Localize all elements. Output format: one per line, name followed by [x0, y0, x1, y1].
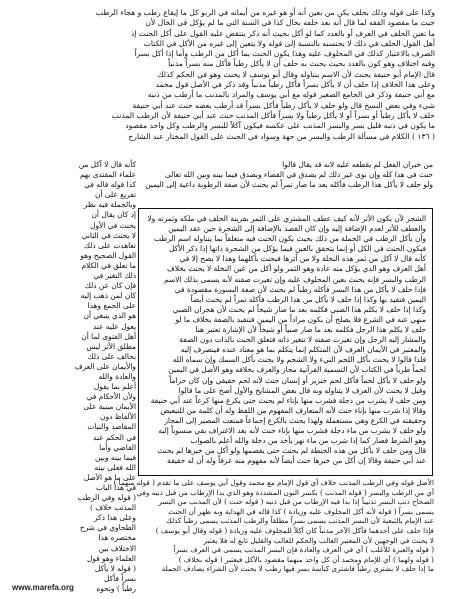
footer-url: www.marefa.org — [12, 583, 74, 592]
margin-line: يعول عليه عند — [92, 321, 136, 331]
margin-line: كذا قوله قاله في — [84, 180, 136, 190]
margin-line: كأنه قال لا آكل من — [78, 160, 136, 169]
text-line: وقالا إذا شرب منها بإناء حنث لأنه المتعارف المفهوم من اللفظ وله أن كلمة من للتبعيض — [160, 405, 426, 415]
text-line: منهي عنه في الشرع فلا يصلح أن يكون مراداً من اليمين فتتقيد بالصفة بخلاف ما لو — [175, 314, 426, 324]
margin-line: رطباً ) ونحوه — [96, 583, 136, 593]
text-line: والمشار إليه الرجل وإن تغيرت صفته لا تتغير ذاته فتعلق الحنث بالذات دون الصفة — [179, 335, 426, 345]
margin-line: الطحاوي في شرح — [79, 523, 136, 533]
text-line: وكذا إذا حلف لا يكلم هذا الصبي فكلمه بعد ما صار شيخاً لم يحنث لأن هجران الصبي — [172, 304, 426, 314]
footnote-line: أي من الرطب والبسر ( قوله المذنب ) بكسر النون المشددة وهو الذي بدا الإرطاب من قبل ذنبه وفي — [136, 487, 434, 497]
footnote-line: فإذا حلف على أحدهما فأكل الآخر مذنباً كان آكلاً للمحلوف عليه وزيادة ( قوله وقال أبو يوسف ) — [155, 525, 434, 535]
text-line: قال الإمام أبو حنيفة يحنث لأن الاسم يتناوله وقال أبو يوسف لا يحنث وهو في الحكم كذلك — [157, 69, 435, 79]
text-line: ما يكون في ذنبه قليل بسر والبسر المذنب على عكسه فيكون آكلاً للبسر والرطب وكل واحد مقصود — [125, 121, 435, 131]
margin-line: إذ كان يقال أن — [91, 210, 136, 220]
boxed-main-text — [138, 208, 433, 476]
margin-line: مختصره هذا — [98, 533, 136, 543]
text-line: اليمين فتقيد بها وكذا إذا حلف لا يأكل من هذا الرطب فأكله تمراً لم يحنث أيضاً — [190, 294, 426, 304]
margin-line: في هذا الباب — [96, 483, 136, 492]
margin-line: تعاهدت على ذلك — [83, 240, 136, 250]
footnote-line: ( قوله والعبرة للأغلب ) أي في العرف والعادة فإن البسر المذنب يسمى في العرف بسراً — [173, 545, 434, 555]
margin-line: والأيمان على العرف — [74, 361, 136, 371]
margin-line: على الجمع وهذا — [87, 301, 136, 311]
text-line: وحقيقته في الكرع وهي مستعملة ولهذا يحنث بالكرع إجماعاً فمنعت المصير إلى المجاز — [164, 415, 426, 425]
text-line: وهو الشرط فصار كما إذا شرب من ماء نهر يأخذ من دجلة والله أعلم بالصواب — [190, 436, 426, 446]
margin-line: لا يحنث في الثاني — [81, 230, 136, 240]
margin-line: المقاصد والنيات — [87, 422, 136, 432]
text-line: الصرف بالاعتبار كذلك في المحلوف عليه وهذا يكون الحنث بما أكل من الرطب وأما إذا أكل بسراً — [134, 49, 435, 59]
text-line: كأنه قال لا آكل من ثمر هذه النخلة ولا من أثرها فيحنث بأكلهما وهذا لا يصح إلا في — [179, 254, 426, 264]
text-line: مع أبي حنيفة وذكر في الجامع الصغير قوله مع أبي يوسف والمراد بالمذنب ما أرطب من ذنبه — [147, 90, 435, 100]
margin-line: هو الذي ينبغي أن — [83, 311, 136, 321]
margin-line: والعادة والله — [98, 371, 136, 381]
margin-line: القاضي وأما — [99, 442, 136, 452]
margin-line: الألفاظ دون — [100, 412, 136, 422]
margin-line: ( قوله لا يأكل — [94, 563, 136, 573]
footnote-line: عند الإمام بالتبعية لأن البسر المذنب يسمى بسراً مطلقاً والرطب المذنب يسمى رطباً كذلك — [165, 516, 434, 526]
margin-line: ذلك التغير في — [93, 271, 136, 281]
margin-line: يحنث في الأول — [90, 220, 136, 230]
text-line: حلف لا يكلم هذا الرجل فكلمه بعد ما صار صبياً أو شيخاً لأن الإشارة تعتبر هنا — [195, 325, 426, 335]
margin-line: الاختلاف بين — [98, 543, 136, 553]
margin-line: الأيمان مبنية على — [83, 402, 136, 412]
margin-line: ( قوله وفي الرطب — [77, 493, 136, 503]
margin-line: أعلم بما يقول — [93, 382, 136, 392]
margin-line: أهل الفتوى لما أن — [81, 331, 136, 341]
text-line: أهل القول الحلف في ذلك لا يحتسبه بالنسبة إلى قوله ولا يتعين إلى غيره من الأكل في الكتاب — [143, 38, 435, 48]
text-line: فإذا حلف لا يأكل من هذا البسر فأكله رطباً لم يحنث لأن صفة البسورة مقصودة في — [174, 284, 426, 294]
text-line: الرطب والبسر فإنه يحنث بعين المحلوف عليه وإن تغيرت صفته لأنه يسمى بذلك الاسم — [163, 274, 426, 284]
text-line: أهل العرف وهو الذي يؤكل منه عادة وهو الثمر ولو أكل من عين النخلة لا يحنث بخلاف — [167, 264, 426, 274]
text-line: حيث ما مقصود الفقه لما قال أنه بعد حلفه بحال كذا في السنة التي ما لم يؤكل في الحال لأن — [145, 18, 435, 28]
text-line: حنث في هذا كله وإن نوى غير ذلك لم يصدق في القضاء ويصدق فيما بينه وبين الله تعالى — [164, 170, 433, 180]
text-line: قال ومن حلف لا يأكل من هذه الحنطة لم يحنث حتى يقضمها ولو أكل من خبزها لم يحنث — [157, 446, 426, 456]
margin-line: ما تعلق في الكلام — [81, 260, 136, 270]
margin-line: مطلق الأثر ليس — [86, 341, 136, 351]
margin-line: القول الصحيح وهو — [80, 250, 136, 260]
text-line: ومن حلف لا يشرب من دجلة فشرب منها بإناء لم يحنث حتى يكرع منها كرعاً عند أبي حنيفة — [150, 395, 426, 405]
text-line: فلذا قالوا لا يحنث بأكل اللحم النيء ولا الشحم ولا يحنث بأكل السمك وإن سماه الله — [172, 355, 426, 365]
text-line: وقيل لا يحنث لأن العرف لا يتناوله وبه قال بعض المشايخ والأول أصح على ما قالوا — [178, 385, 426, 395]
footnote-line: يسمى بسراً ( قوله لأنه أكل المحلوف عليه وزيادة ) كذا قاله في الهداية وبه ظهر أن الحنث — [168, 506, 434, 516]
text-line: وعلى هذا الخلاف إذا حلف أن لا يأكل بسراً فأكل رطباً مذنباً وقد ذكر في الأصل قول محمد — [155, 80, 435, 90]
text-line: والمعتبر في الأيمان العرف لأن المتكلم إنما يتكلم بما هو معتاد عنده فينصرف إليه — [180, 345, 426, 355]
text-line: لحماً طرياً في الكتاب لأن التسمية القرآنية مجاز والعرف بخلافه وهو الأصل في اليمين — [168, 365, 426, 375]
text-line: عند أبي حنيفة وقالا إن أكل من خبزها حنث أيضاً لأنه مفهوم منه عرفاً وله أن له حقيقة — [167, 456, 426, 466]
margin-line: وبالجملة فيه نظر — [83, 200, 136, 210]
margin-line: المذنب خلاف ) — [90, 503, 136, 513]
text-line: وكذا على قوله وذلك بحلف يكن من بعين أنه أو هو غيره من أيمانه في الربو كل ما إيقاع رطب و هجاء الرطب — [95, 8, 435, 17]
footnote-line: لا يحنث في الوجهين لأن المعتبر الغالب والحكم للغالب والقليل تابع له فلا يعتبر — [203, 535, 434, 545]
margin-line: ولأن الأحكام في — [86, 392, 136, 402]
footnote-line: الأصل قوله وفي الرطب المذنب خلاف أي قول الإمام مع محمد وقول أبي يوسف على ما تقدم ( قوله منهما ) — [113, 478, 434, 487]
footnote-line: ( قوله ولهما ) أي للإمام ومحمد أن كل واحد منهما مقصود بالأكل فيعتبر ( قوله بخلاف ) — [178, 554, 434, 564]
margin-line: العلماء وهو قول — [86, 553, 136, 563]
text-line: وفيه اختلاف وهو كون بالعدد بحيث يحنث به حلف أن لا يأكل رطباً فأكل منه بسراً مذنباً — [168, 59, 435, 69]
margin-line: فإن كان عن ذلك — [84, 281, 136, 291]
text-line: ولو حلف لا يأكل هذا الرطب فأكله بعد ما صار تمراً لم يحنث لأن صفة الرطوبة داعية إلى اليمين — [145, 180, 433, 190]
footnote-line: ما إذا حلف لا يشتري رطباً فاشترى كباسة بسر فيها رطب لا يحنث لأن الشراء يصادف الجملة — [161, 564, 434, 574]
margin-line: علماء المقتدى بهم — [79, 170, 136, 180]
footnote-line: الصحاح ذنب البسر تذنيباً إذا بدا فيه الإرطاب من قبل ذنبه ( قوله حنث ) لأن المذنب من البسر — [158, 497, 434, 507]
margin-line: فيما بينه وبين — [95, 452, 136, 462]
margin-line: الله فعلى نيته — [94, 462, 136, 472]
footnotes-section — [42, 478, 434, 578]
text-line: ولو حلف لا يأكل لحماً فأكل لحم خنزير أو إنسان حنث لأنه لحم حقيقي وإن كان حراماً — [169, 375, 426, 385]
margin-line: في الحكم عند — [93, 432, 136, 442]
text-line: شيء وفي بعض النسخ قال ولو حلف لا يأكل رطباً فأكل بسراً قد أرطب بعضه حنث عند أبي حنيفة — [132, 100, 435, 110]
commentary-top-text — [138, 160, 433, 205]
text-line: حلف لا يأكل رطباً أو بسراً أو لا يأكل رطباً ولا بسراً فأكل المذنب حنث عند أبي حنيفة لأن الرطب المذنب — [111, 110, 435, 120]
top-paragraph — [30, 8, 435, 158]
text-line: ما تعين الحلف في العرف أو بالعدد كما لو أكل بحيث أنه ذكر ينتقض عليه القول على أكل الحنث إذ — [130, 28, 435, 38]
margin-line: على ما هو الأصل — [83, 472, 136, 482]
margin-line: بسراً فأكل — [103, 573, 136, 583]
text-line: ولو حلف لا يشرب من ماء دجلة فشرب منها بإناء حنث لأنه بعد الاغتراف بقي منسوباً إليه — [158, 425, 426, 435]
text-line: فيكون الحنث في الكل أو إنما يتحقق بالعين فيما يؤكل من الشجرة ذاتها إذا ذكر الأكل — [169, 244, 426, 254]
text-line: الشجر لأن يكون الأثر لأنه كيف عطف المشتري على الثمر بقرينة الحلف في ملكه وثمرته ولا — [147, 214, 426, 223]
margin-line: بحالف على ذلك — [87, 351, 136, 361]
text-line: ( ١٣٦ ) الكلام في مسألة الرطب والبسر من جهة وسواد في الحنث على القول المختار عند الشارح — [128, 131, 435, 141]
text-line: والعطف للأثر لعدم الإضافة إليه وإن كان القصد بالإضافة إلى الشجرة حين عقد اليمين — [168, 224, 426, 234]
text-line: من خبران الفعل لم يقطعه عليه لانه قد يقال قالوا — [282, 160, 433, 169]
margin-line: تفريع على أن — [94, 190, 136, 200]
text-line: وأن يأكل الرطب في الجملة من ذلك بحيث يكون الحنث فيه متعلقاً بما يتناوله اسم الرطب — [153, 234, 426, 244]
margin-line: وعلى هذا ذكر — [93, 513, 136, 523]
margin-line: كان لمن ذهب إليه — [80, 291, 136, 301]
